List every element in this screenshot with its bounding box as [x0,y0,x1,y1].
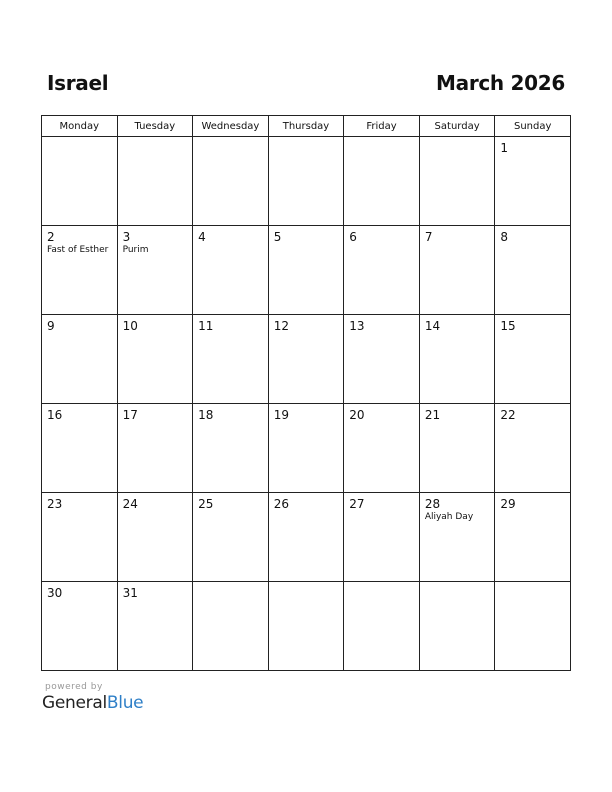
day-cell [268,315,344,404]
day-number: 18 [198,408,214,422]
day-cell [419,493,495,582]
day-number: 8 [500,230,509,244]
day-cell [42,582,118,671]
day-cell [117,493,193,582]
day-cell [419,404,495,493]
day-cell [193,226,269,315]
day-cell [419,582,495,671]
weekday-sunday: Sunday [495,116,571,137]
week-row [42,493,571,582]
day-number: 2 [47,230,55,244]
day-number: 15 [500,319,516,333]
day-number: 26 [273,497,289,511]
day-number: 29 [500,497,516,511]
holiday-label: Purim [122,245,149,255]
day-cell [42,404,118,493]
day-cell [344,315,420,404]
day-cell [117,137,193,226]
day-cell [42,493,118,582]
week-row [42,315,571,404]
day-cell [495,404,571,493]
brand-blue-text: Blue [106,693,144,713]
day-number: 23 [47,497,63,511]
day-cell [117,315,193,404]
day-cell [193,315,269,404]
day-number: 6 [349,230,357,244]
day-cell [495,226,571,315]
weekday-saturday: Saturday [419,116,495,137]
weekday-thursday: Thursday [268,116,344,137]
day-cell [495,582,571,671]
brand-general-text: General [42,693,107,713]
day-cell [419,226,495,315]
day-cell [193,404,269,493]
day-cell [117,404,193,493]
week-row [42,137,571,226]
day-cell [419,137,495,226]
day-number: 21 [424,408,441,422]
day-cell [117,582,193,671]
day-cell [344,226,420,315]
day-number: 13 [349,319,365,333]
day-cell [268,582,344,671]
day-cell [42,137,118,226]
day-number: 11 [198,319,214,333]
week-row [42,582,571,671]
day-cell [495,493,571,582]
day-cell [193,493,269,582]
day-cell [117,226,193,315]
day-number: 22 [500,408,516,422]
day-number: 24 [122,497,138,511]
day-number: 5 [273,230,282,244]
day-cell [268,137,344,226]
day-cell [42,315,118,404]
day-cell [344,404,420,493]
weekday-friday: Friday [344,116,420,137]
day-number: 10 [122,319,138,333]
weekday-monday: Monday [42,116,118,137]
day-number: 1 [500,141,509,155]
day-cell [495,137,571,226]
weekday-tuesday: Tuesday [117,116,193,137]
day-cell [419,315,495,404]
week-row [42,404,571,493]
day-cell [344,137,420,226]
day-cell [193,582,269,671]
day-number: 20 [349,408,365,422]
day-number: 9 [47,319,55,333]
day-number: 19 [273,408,289,422]
day-number: 28 [424,497,441,511]
day-cell [268,404,344,493]
day-number: 14 [424,319,441,333]
calendar-grid [41,115,571,671]
day-cell [193,137,269,226]
month-title: March 2026 [436,71,565,95]
day-cell [42,226,118,315]
day-number: 12 [273,319,289,333]
day-number: 31 [122,586,138,600]
day-number: 27 [349,497,365,511]
holiday-label: Aliyah Day [424,512,474,522]
day-number: 16 [47,408,63,422]
powered-by-label: powered by [45,682,103,692]
day-number: 4 [198,230,206,244]
day-number: 7 [424,230,433,244]
day-cell [344,582,420,671]
country-title: Israel [47,71,109,95]
generalblue-logo[interactable] [42,693,143,713]
day-cell [344,493,420,582]
day-cell [495,315,571,404]
day-number: 3 [122,230,131,244]
weekday-wednesday: Wednesday [193,116,269,137]
day-number: 25 [198,497,214,511]
weekday-header-row [42,116,571,137]
holiday-label: Fast of Esther [47,245,109,255]
day-cell [268,493,344,582]
day-number: 17 [122,408,138,422]
day-number: 30 [47,586,63,600]
day-cell [268,226,344,315]
week-row [42,226,571,315]
